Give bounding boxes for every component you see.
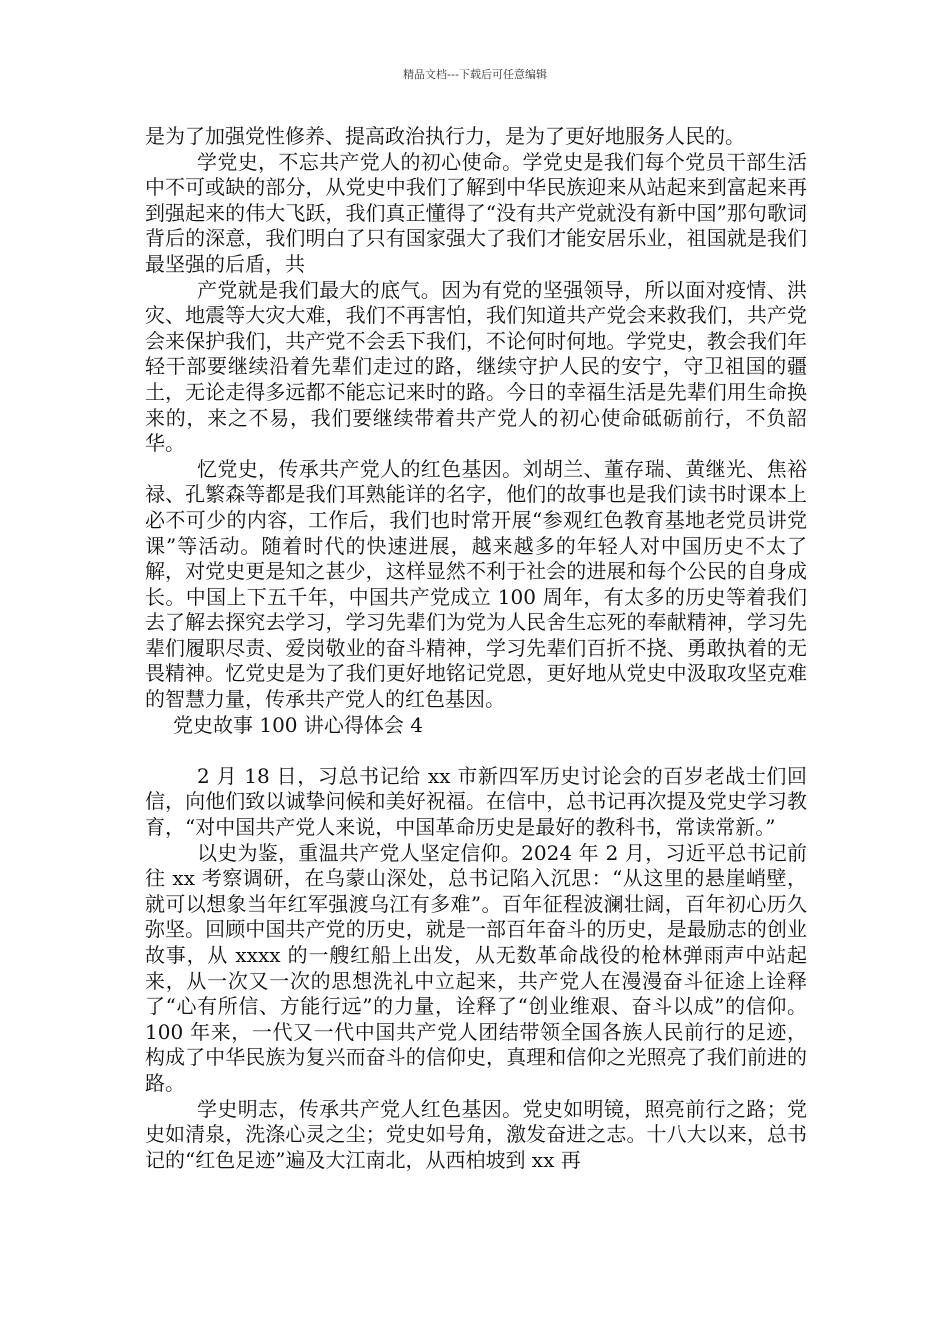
paragraph-learn-history: 学党史，不忘共产党人的初心使命。学党史是我们每个党员干部生活中不可或缺的部分，从党史中我们了解到中华民族迎来从站起来到富起来再到强起来的伟大飞跃，我们真正懂得了“没有共产党就没有新中国”那句歌词背后的深意，我们明白了只有国家强大了我们才能安居乐业，祖国就是我们最坚强的后盾，共: [145, 149, 807, 276]
paragraph-letter-reply: 2 月 18 日，习总书记给 xx 市新四军历史讨论会的百岁老战士们回信，向他们致以诚挚问候和美好祝福。在信中，总书记再次提及党史学习教育，“对中国共产党人来说，中国革命历史是最好的教科书，常读常新。”: [145, 763, 807, 840]
paragraph-party-confidence: 产党就是我们最大的底气。因为有党的坚强领导，所以面对疫情、洪灾、地震等大灾大难，我们不再害怕，我们知道共产党会来救我们，共产党会来保护我们，共产党不会丢下我们，不论何时何地。学党史，教会我们年轻干部要继续沿着先辈们走过的路，继续守护人民的安宁，守卫祖国的疆土，无论走得多远都不能忘记来时的路。今日的幸福生活是先辈们用生命换来的，来之不易，我们要继续带着共产党人的初心使命砥砺前行，不负韶华。: [145, 277, 807, 456]
paragraph-history-mirror: 以史为鉴，重温共产党人坚定信仰。2024 年 2 月，习近平总书记前往 xx 考察调研，在乌蒙山深处，总书记陷入沉思：“从这里的悬崖峭壁，就可以想象当年红军强渡乌江有多难”。百年征程波澜壮阔，百年初心历久弥坚。回顾中国共产党的历史，就是一部百年奋斗的历史，是最励志的创业故事，从 xxxx 的一艘红船上出发，从无数革命战役的枪林弹雨声中站起来，从一次又一次的思想洗礼中立起来，共产党人在漫漫奋斗征途上诠释了“心有所信、方能行远”的力量，诠释了“创业维艰、奋斗以成”的信仰。100 年来，一代又一代中国共产党人团结带领全国各族人民前行的足迹，构成了中华民族为复兴而奋斗的信仰史，真理和信仰之光照亮了我们前进的路。: [145, 840, 807, 1095]
paragraph-remember-history: 忆党史，传承共产党人的红色基因。刘胡兰、董存瑞、黄继光、焦裕禄、孔繁森等都是我们耳熟能详的名字，他们的故事也是我们读书时课本上必不可少的内容，工作后，我们也时常开展“参观红色教育基地老党员讲党课”等活动。随着时代的快速进展，越来越多的年轻人对中国历史不太了解，对党史更是知之甚少，这样显然不利于社会的进展和每个公民的自身成长。中国上下五千年，中国共产党成立 100 周年，有太多的历史等着我们去了解去探究去学习，学习先辈们为党为人民舍生忘死的奉献精神，学习先辈们履职尽责、爱岗敬业的奋斗精神，学习先辈们百折不挠、勇敢执着的无畏精神。忆党史是为了我们更好地铭记党恩，更好地从党史中汲取攻坚克难的智慧力量，传承共产党人的红色基因。: [145, 456, 807, 712]
paragraph-continuation: 是为了加强党性修养、提高政治执行力，是为了更好地服务人民的。: [145, 124, 745, 148]
paragraph-learn-ambition: 学史明志，传承共产党人红色基因。党史如明镜，照亮前行之路；党史如清泉，洗涤心灵之尘；党史如号角，激发奋进之志。十八大以来，总书记的“红色足迹”遍及大江南北，从西柏坡到 xx 再: [145, 1096, 807, 1172]
page-header: 精品文档---下载后可任意编辑: [403, 68, 547, 81]
document-body: [145, 124, 807, 1173]
blank-line: [145, 738, 807, 764]
section-heading: 党史故事 100 讲心得体会 4: [173, 712, 423, 737]
